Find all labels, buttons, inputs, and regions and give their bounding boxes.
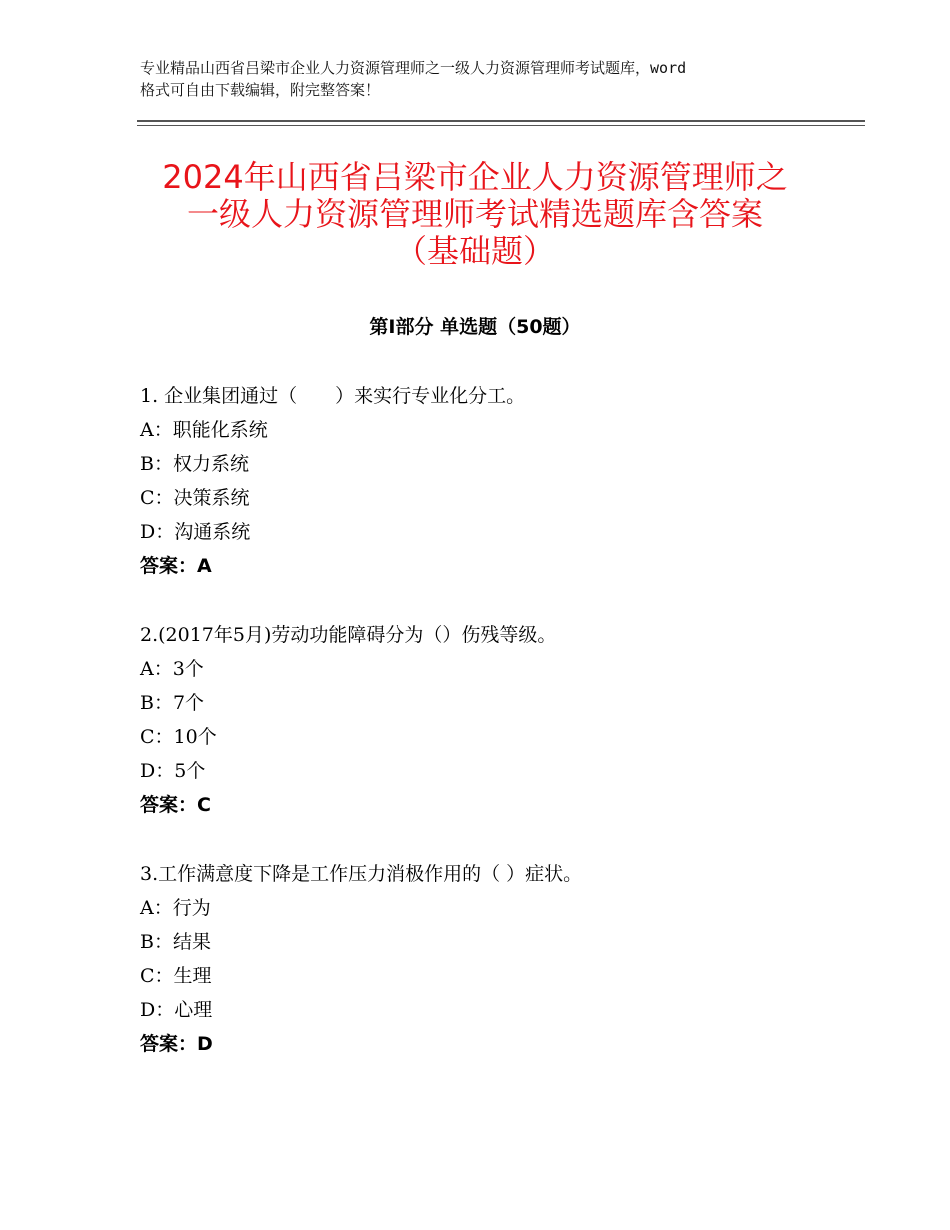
document-title-line-2: 一级人力资源管理师考试精选题库含答案 [186,195,763,233]
question-1 [140,379,840,583]
option-c: C：决策系统 [140,487,250,509]
option-c: C：10个 [140,726,217,748]
header-note [140,57,830,101]
option-b: B：权力系统 [140,453,249,475]
answer-line: 答案：A [140,555,212,577]
section-heading: 第Ⅰ部分 单选题（50题） [369,316,581,338]
document-title-line-3: （基础题） [394,232,555,270]
document-title-line-1: 2024年山西省吕梁市企业人力资源管理师之 [162,158,788,196]
option-c: C：生理 [140,965,212,987]
option-b: B：7个 [140,692,205,714]
option-d: D：5个 [140,760,206,782]
header-note-line-1: 专业精品山西省吕梁市企业人力资源管理师之一级人力资源管理师考试题库，word [140,59,687,77]
header-divider-thick [137,120,865,122]
option-d: D：沟通系统 [140,521,251,543]
option-d: D：心理 [140,999,213,1021]
question-2 [140,618,840,822]
answer-line: 答案：C [140,794,211,816]
question-stem: 3.工作满意度下降是工作压力消极作用的（ ）症状。 [140,863,583,885]
option-b: B：结果 [140,931,211,953]
header-divider-thin [137,125,865,126]
answer-line: 答案：D [140,1033,213,1055]
option-a: A：行为 [140,897,211,919]
option-a: A：职能化系统 [140,419,268,441]
option-a: A：3个 [140,658,204,680]
document-title [100,159,850,270]
question-stem: 1. 企业集团通过（ ）来实行专业化分工。 [140,385,526,407]
question-3 [140,857,840,1061]
question-stem: 2.(2017年5月)劳动功能障碍分为（）伤残等级。 [140,624,557,646]
header-note-line-2: 格式可自由下载编辑，附完整答案！ [140,81,381,99]
